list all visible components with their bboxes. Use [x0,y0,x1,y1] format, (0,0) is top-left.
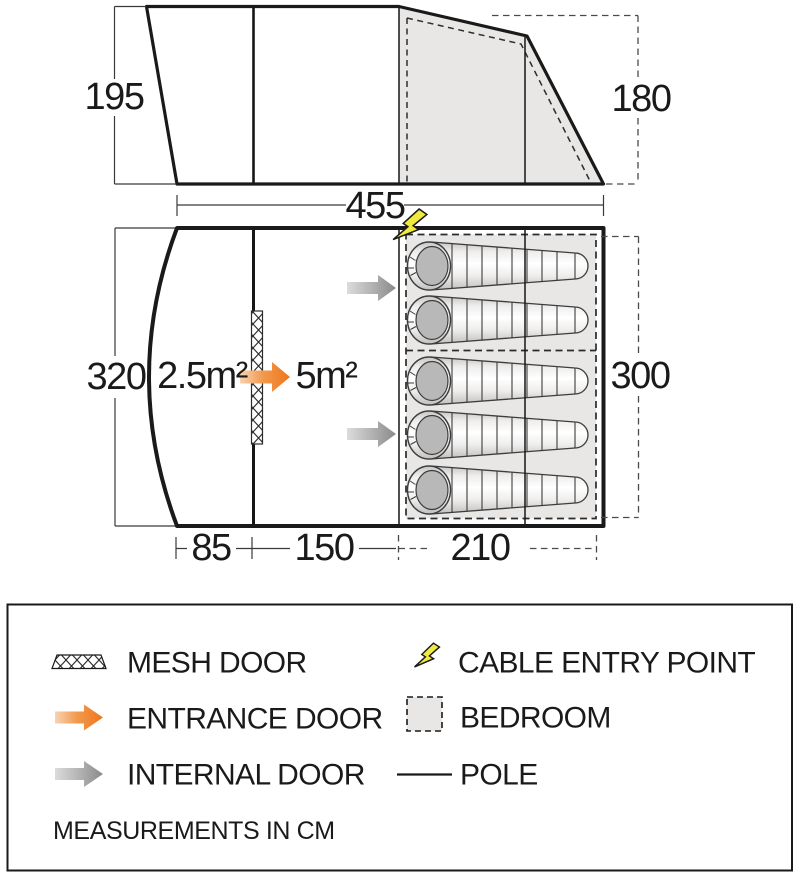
internal-door-arrow-icon [347,275,396,301]
dim-label-210: 210 [450,527,510,569]
internal-door-arrow-icon [347,421,396,447]
dim-label-180: 180 [611,78,671,120]
entrance-door-arrow-icon [240,362,290,392]
mesh-door-legend-icon [52,655,106,669]
legend [8,605,793,871]
measurements-note: MEASUREMENTS IN CM [53,817,335,845]
dim-label-85: 85 [191,527,231,569]
living-area-label: 5m² [295,355,357,397]
legend-label-bedroom: BEDROOM [460,701,611,735]
legend-label-entrance-door: ENTRANCE DOOR [127,702,383,736]
side-view-bedroom-shade [399,7,603,183]
dim-label-320: 320 [86,356,146,398]
dim-label-300: 300 [610,355,670,397]
side-view [85,7,671,228]
legend-label-cable-entry: CABLE ENTRY POINT [458,646,756,680]
porch-area-label: 2.5m² [157,355,247,397]
dim-label-150: 150 [294,527,354,569]
legend-label-pole: POLE [460,758,538,792]
bedroom-legend-icon [407,697,442,731]
dim-label-195: 195 [84,76,144,118]
dim-label-455: 455 [345,185,405,227]
legend-label-mesh-door: MESH DOOR [127,646,307,680]
legend-label-internal-door: INTERNAL DOOR [127,758,365,792]
floorplan [87,206,670,569]
